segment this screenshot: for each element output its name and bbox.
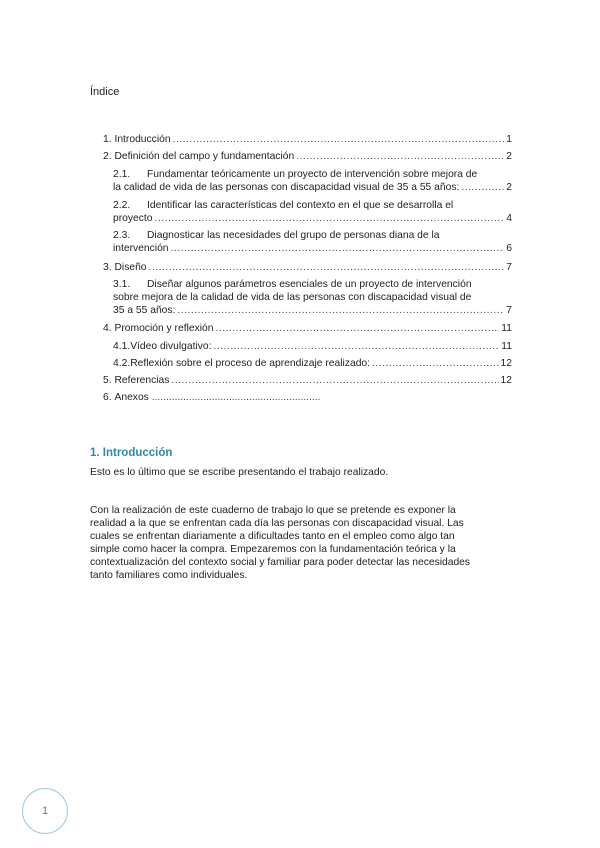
toc-entry-promocion[interactable] <box>103 322 512 335</box>
toc-entry-3-1-line3[interactable] <box>113 304 512 317</box>
toc-number: 3. <box>103 262 112 273</box>
toc-page: 2 <box>506 182 512 193</box>
toc-page: 7 <box>506 262 512 273</box>
toc-text: Definición del campo y fundamentación <box>114 151 295 162</box>
index-title: Índice <box>90 86 120 98</box>
toc-entry-2-1-line1[interactable] <box>113 168 477 181</box>
toc-leader <box>173 133 505 146</box>
paragraph-line: realidad a la que se enfrentan cada día las personas con discapacidad visual. Las <box>90 518 464 529</box>
paragraph-line: tanto familiares como individuales. <box>90 570 248 581</box>
toc-number: 5. <box>103 375 112 386</box>
paragraph-line: simple como hacer la compra. Empezaremos con la fundamentación teórica y la <box>90 544 456 555</box>
toc-leader <box>461 181 504 194</box>
toc-entry-referencias[interactable] <box>103 374 512 387</box>
toc-text: Identificar las características del contexto en el que se desarrolla el <box>147 200 454 211</box>
toc-text: Diseñar algunos parámetros esenciales de un proyecto de intervención <box>147 279 472 290</box>
toc-entry-2-3-line1[interactable] <box>113 229 440 242</box>
toc-entry-diseno[interactable] <box>103 261 512 274</box>
toc-leader <box>155 212 505 225</box>
toc-leader <box>177 304 504 317</box>
toc-text: Diagnosticar las necesidades del grupo de personas diana de la <box>147 230 440 241</box>
toc-number: 2.1. <box>113 169 131 180</box>
toc-text: Diseño <box>114 262 147 273</box>
toc-leader <box>215 322 499 335</box>
toc-text: Introducción <box>114 134 171 145</box>
toc-leader: ........................................................... <box>151 392 321 403</box>
toc-entry-introduccion[interactable] <box>103 133 512 146</box>
toc-entry-definicion[interactable] <box>103 150 512 163</box>
toc-leader <box>213 340 499 353</box>
toc-page: 11 <box>501 323 512 334</box>
toc-leader <box>372 357 499 370</box>
toc-entry-4-2[interactable] <box>113 357 512 370</box>
page-number-badge <box>22 788 68 834</box>
toc-page: 12 <box>500 358 512 369</box>
toc-leader <box>296 150 504 163</box>
toc-text: Anexos <box>114 392 149 403</box>
toc-entry-2-3-line2[interactable] <box>113 242 512 255</box>
toc-number: 3.1. <box>113 279 131 290</box>
section-title: 1. Introducción <box>90 447 173 459</box>
toc-text: Referencias <box>114 375 170 386</box>
toc-number: 4. <box>103 323 112 334</box>
toc-entry-3-1-line1[interactable] <box>113 278 472 291</box>
paragraph-intro: Esto es lo último que se escribe presentando el trabajo realizado. <box>90 467 389 478</box>
paragraph-line: contextualización del contexto social y familiar para poder detectar las necesidades <box>90 557 471 568</box>
paragraph-body <box>90 504 510 582</box>
toc-page: 4 <box>506 213 512 224</box>
toc-entry-2-1-line2[interactable] <box>113 181 512 194</box>
toc-text: 35 a 55 años: <box>113 305 176 316</box>
toc-text: Promoción y reflexión <box>114 323 214 334</box>
toc-number: 1. <box>103 134 112 145</box>
paragraph-line: Con la realización de este cuaderno de trabajo lo que se pretende es exponer la <box>90 505 456 516</box>
toc-number: 6. <box>103 392 112 403</box>
toc-text: la calidad de vida de las personas con discapacidad visual de 35 a 55 años: <box>113 182 460 193</box>
toc-text: proyecto <box>113 213 153 224</box>
toc-entry-3-1-line2[interactable] <box>113 291 471 304</box>
toc-text: intervención <box>113 243 169 254</box>
toc-number: 2.2. <box>113 200 131 211</box>
toc-entry-anexos[interactable] <box>103 391 321 404</box>
toc-entry-2-2-line2[interactable] <box>113 212 512 225</box>
toc-number: 2. <box>103 151 112 162</box>
toc-page: 1 <box>506 134 512 145</box>
toc-page: 12 <box>500 375 512 386</box>
toc-text: Fundamentar teóricamente un proyecto de intervención sobre mejora de <box>147 169 478 180</box>
toc-number: 2.3. <box>113 230 131 241</box>
toc-leader <box>171 374 498 387</box>
toc-entry-2-2-line1[interactable] <box>113 199 453 212</box>
toc-text: Vídeo divulgativo: <box>130 341 212 352</box>
toc-entry-4-1[interactable] <box>113 340 512 353</box>
toc-number: 4.1. <box>113 341 131 352</box>
toc-text: sobre mejora de la calidad de vida de las personas con discapacidad visual de <box>113 292 472 303</box>
toc-page: 2 <box>506 151 512 162</box>
toc-page: 6 <box>506 243 512 254</box>
toc-number: 4.2. <box>113 358 131 369</box>
toc-page: 7 <box>506 305 512 316</box>
page-number: 1 <box>41 805 49 817</box>
toc-text: Reflexión sobre el proceso de aprendizaje realizado: <box>130 358 371 369</box>
paragraph-line: cuales se enfrentan diariamente a dificultades tanto en el empleo como algo tan <box>90 531 455 542</box>
toc-leader <box>149 261 505 274</box>
toc-page: 11 <box>501 341 512 352</box>
toc-leader <box>171 242 505 255</box>
